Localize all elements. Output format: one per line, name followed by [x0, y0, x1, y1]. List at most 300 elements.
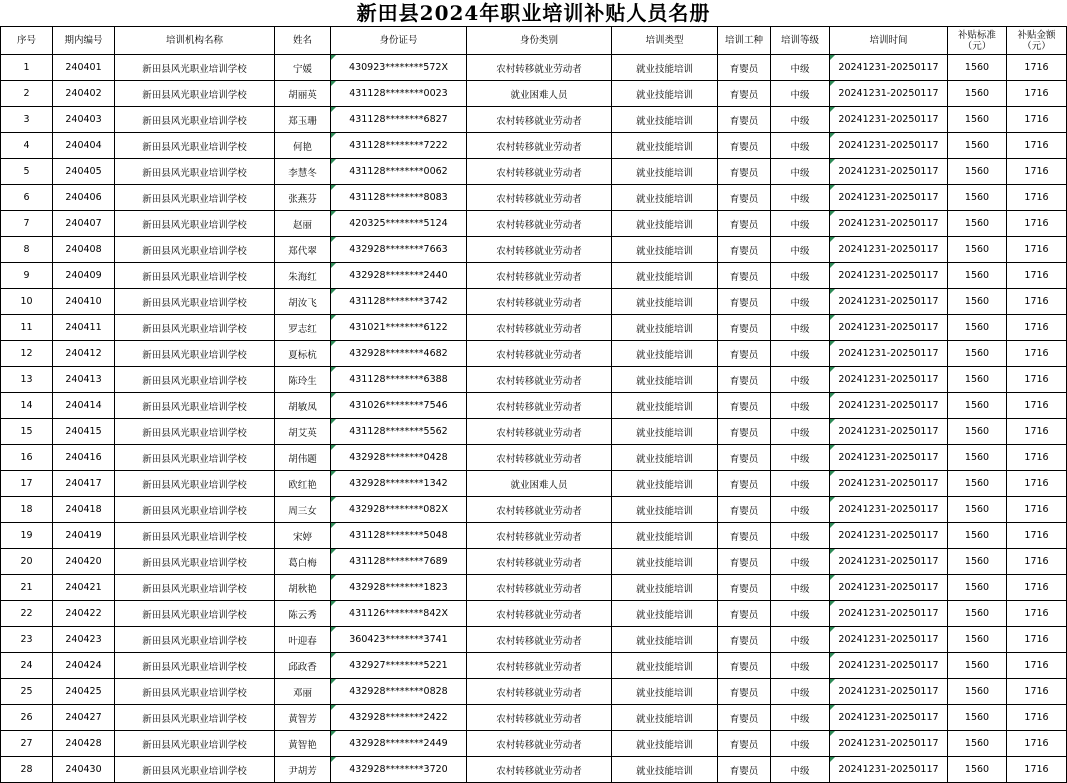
cell-identity[interactable]: 就业困难人员 — [467, 471, 612, 497]
cell-train-type[interactable]: 就业技能培训 — [612, 107, 718, 133]
cell-trade[interactable]: 育婴员 — [718, 341, 771, 367]
cell-period-no[interactable]: 240402 — [53, 81, 115, 107]
cell-amount[interactable]: 1716 — [1007, 549, 1067, 575]
cell-trade[interactable]: 育婴员 — [718, 367, 771, 393]
cell-name[interactable]: 尹胡芳 — [275, 757, 331, 783]
cell-org[interactable]: 新田县风光职业培训学校 — [115, 107, 275, 133]
cell-amount[interactable]: 1716 — [1007, 367, 1067, 393]
cell-id-no[interactable]: 431128********7222 — [331, 133, 467, 159]
cell-org[interactable]: 新田县风光职业培训学校 — [115, 289, 275, 315]
cell-period[interactable]: 20241231-20250117 — [830, 679, 948, 705]
cell-period[interactable]: 20241231-20250117 — [830, 471, 948, 497]
cell-identity[interactable]: 农村转移就业劳动者 — [467, 601, 612, 627]
cell-amount[interactable]: 1716 — [1007, 653, 1067, 679]
cell-identity[interactable]: 农村转移就业劳动者 — [467, 263, 612, 289]
table-row[interactable] — [1, 55, 1067, 81]
cell-amount[interactable]: 1716 — [1007, 315, 1067, 341]
cell-period-no[interactable]: 240415 — [53, 419, 115, 445]
cell-org[interactable]: 新田县风光职业培训学校 — [115, 549, 275, 575]
cell-std[interactable]: 1560 — [948, 471, 1007, 497]
table-row[interactable] — [1, 133, 1067, 159]
cell-id-no[interactable]: 432927********5221 — [331, 653, 467, 679]
cell-org[interactable]: 新田县风光职业培训学校 — [115, 627, 275, 653]
cell-amount[interactable]: 1716 — [1007, 289, 1067, 315]
cell-period[interactable]: 20241231-20250117 — [830, 133, 948, 159]
cell-std[interactable]: 1560 — [948, 159, 1007, 185]
cell-org[interactable]: 新田县风光职业培训学校 — [115, 471, 275, 497]
cell-amount[interactable]: 1716 — [1007, 159, 1067, 185]
cell-id-no[interactable]: 431128********6827 — [331, 107, 467, 133]
cell-amount[interactable]: 1716 — [1007, 445, 1067, 471]
cell-train-type[interactable]: 就业技能培训 — [612, 211, 718, 237]
table-row[interactable] — [1, 211, 1067, 237]
cell-std[interactable]: 1560 — [948, 367, 1007, 393]
cell-period-no[interactable]: 240421 — [53, 575, 115, 601]
cell-period-no[interactable]: 240407 — [53, 211, 115, 237]
cell-std[interactable]: 1560 — [948, 263, 1007, 289]
cell-std[interactable]: 1560 — [948, 705, 1007, 731]
cell-amount[interactable]: 1716 — [1007, 471, 1067, 497]
cell-identity[interactable]: 农村转移就业劳动者 — [467, 107, 612, 133]
cell-amount[interactable]: 1716 — [1007, 757, 1067, 783]
cell-trade[interactable]: 育婴员 — [718, 263, 771, 289]
cell-period[interactable]: 20241231-20250117 — [830, 575, 948, 601]
cell-trade[interactable]: 育婴员 — [718, 185, 771, 211]
cell-std[interactable]: 1560 — [948, 55, 1007, 81]
cell-amount[interactable]: 1716 — [1007, 107, 1067, 133]
cell-amount[interactable]: 1716 — [1007, 237, 1067, 263]
cell-level[interactable]: 中级 — [771, 575, 830, 601]
cell-period-no[interactable]: 240416 — [53, 445, 115, 471]
cell-org[interactable]: 新田县风光职业培训学校 — [115, 55, 275, 81]
cell-id-no[interactable]: 432928********4682 — [331, 341, 467, 367]
cell-org[interactable]: 新田县风光职业培训学校 — [115, 497, 275, 523]
cell-name[interactable]: 黄智艳 — [275, 731, 331, 757]
cell-period-no[interactable]: 240423 — [53, 627, 115, 653]
header-std[interactable]: 补贴标准（元） — [948, 27, 1007, 55]
cell-id-no[interactable]: 431021********6122 — [331, 315, 467, 341]
cell-train-type[interactable]: 就业技能培训 — [612, 185, 718, 211]
cell-trade[interactable]: 育婴员 — [718, 497, 771, 523]
cell-level[interactable]: 中级 — [771, 185, 830, 211]
cell-identity[interactable]: 农村转移就业劳动者 — [467, 419, 612, 445]
cell-trade[interactable]: 育婴员 — [718, 705, 771, 731]
cell-period[interactable]: 20241231-20250117 — [830, 757, 948, 783]
cell-trade[interactable]: 育婴员 — [718, 575, 771, 601]
cell-name[interactable]: 宋婷 — [275, 523, 331, 549]
cell-id-no[interactable]: 430923********572X — [331, 55, 467, 81]
cell-period[interactable]: 20241231-20250117 — [830, 419, 948, 445]
cell-std[interactable]: 1560 — [948, 601, 1007, 627]
cell-name[interactable]: 胡伟题 — [275, 445, 331, 471]
cell-period[interactable]: 20241231-20250117 — [830, 653, 948, 679]
cell-train-type[interactable]: 就业技能培训 — [612, 679, 718, 705]
cell-period-no[interactable]: 240427 — [53, 705, 115, 731]
cell-period-no[interactable]: 240418 — [53, 497, 115, 523]
table-row[interactable] — [1, 705, 1067, 731]
table-row[interactable] — [1, 419, 1067, 445]
cell-train-type[interactable]: 就业技能培训 — [612, 237, 718, 263]
cell-seq[interactable]: 11 — [1, 315, 53, 341]
cell-train-type[interactable]: 就业技能培训 — [612, 601, 718, 627]
cell-org[interactable]: 新田县风光职业培训学校 — [115, 211, 275, 237]
cell-period[interactable]: 20241231-20250117 — [830, 237, 948, 263]
cell-seq[interactable]: 3 — [1, 107, 53, 133]
header-amount[interactable]: 补贴金额（元） — [1007, 27, 1067, 55]
cell-amount[interactable]: 1716 — [1007, 731, 1067, 757]
cell-id-no[interactable]: 431128********0023 — [331, 81, 467, 107]
cell-identity[interactable]: 就业困难人员 — [467, 81, 612, 107]
cell-seq[interactable]: 2 — [1, 81, 53, 107]
cell-trade[interactable]: 育婴员 — [718, 55, 771, 81]
cell-train-type[interactable]: 就业技能培训 — [612, 627, 718, 653]
cell-train-type[interactable]: 就业技能培训 — [612, 55, 718, 81]
cell-trade[interactable]: 育婴员 — [718, 159, 771, 185]
table-row[interactable] — [1, 471, 1067, 497]
cell-amount[interactable]: 1716 — [1007, 185, 1067, 211]
cell-train-type[interactable]: 就业技能培训 — [612, 471, 718, 497]
cell-trade[interactable]: 育婴员 — [718, 133, 771, 159]
cell-name[interactable]: 罗志红 — [275, 315, 331, 341]
cell-period-no[interactable]: 240420 — [53, 549, 115, 575]
cell-train-type[interactable]: 就业技能培训 — [612, 341, 718, 367]
cell-org[interactable]: 新田县风光职业培训学校 — [115, 81, 275, 107]
header-period[interactable]: 培训时间 — [830, 27, 948, 55]
cell-name[interactable]: 李慧冬 — [275, 159, 331, 185]
cell-seq[interactable]: 7 — [1, 211, 53, 237]
table-row[interactable] — [1, 315, 1067, 341]
cell-period-no[interactable]: 240417 — [53, 471, 115, 497]
cell-seq[interactable]: 14 — [1, 393, 53, 419]
cell-period-no[interactable]: 240412 — [53, 341, 115, 367]
cell-amount[interactable]: 1716 — [1007, 419, 1067, 445]
cell-identity[interactable]: 农村转移就业劳动者 — [467, 653, 612, 679]
cell-level[interactable]: 中级 — [771, 237, 830, 263]
cell-std[interactable]: 1560 — [948, 757, 1007, 783]
table-row[interactable] — [1, 731, 1067, 757]
table-row[interactable] — [1, 159, 1067, 185]
cell-train-type[interactable]: 就业技能培训 — [612, 289, 718, 315]
cell-id-no[interactable]: 431128********5048 — [331, 523, 467, 549]
cell-period-no[interactable]: 240413 — [53, 367, 115, 393]
cell-amount[interactable]: 1716 — [1007, 55, 1067, 81]
cell-identity[interactable]: 农村转移就业劳动者 — [467, 55, 612, 81]
cell-org[interactable]: 新田县风光职业培训学校 — [115, 315, 275, 341]
cell-seq[interactable]: 19 — [1, 523, 53, 549]
cell-org[interactable]: 新田县风光职业培训学校 — [115, 159, 275, 185]
cell-period[interactable]: 20241231-20250117 — [830, 211, 948, 237]
cell-name[interactable]: 陈云秀 — [275, 601, 331, 627]
cell-id-no[interactable]: 431026********7546 — [331, 393, 467, 419]
cell-seq[interactable]: 17 — [1, 471, 53, 497]
cell-train-type[interactable]: 就业技能培训 — [612, 263, 718, 289]
cell-train-type[interactable]: 就业技能培训 — [612, 419, 718, 445]
cell-seq[interactable]: 25 — [1, 679, 53, 705]
cell-std[interactable]: 1560 — [948, 133, 1007, 159]
cell-identity[interactable]: 农村转移就业劳动者 — [467, 315, 612, 341]
table-row[interactable] — [1, 445, 1067, 471]
cell-period[interactable]: 20241231-20250117 — [830, 445, 948, 471]
cell-identity[interactable]: 农村转移就业劳动者 — [467, 497, 612, 523]
cell-name[interactable]: 郑代翠 — [275, 237, 331, 263]
cell-level[interactable]: 中级 — [771, 445, 830, 471]
cell-std[interactable]: 1560 — [948, 315, 1007, 341]
cell-id-no[interactable]: 432928********3720 — [331, 757, 467, 783]
cell-train-type[interactable]: 就业技能培训 — [612, 523, 718, 549]
header-train-type[interactable]: 培训类型 — [612, 27, 718, 55]
cell-name[interactable]: 黄智芳 — [275, 705, 331, 731]
cell-org[interactable]: 新田县风光职业培训学校 — [115, 237, 275, 263]
cell-identity[interactable]: 农村转移就业劳动者 — [467, 133, 612, 159]
cell-id-no[interactable]: 432928********1823 — [331, 575, 467, 601]
cell-org[interactable]: 新田县风光职业培训学校 — [115, 263, 275, 289]
cell-level[interactable]: 中级 — [771, 367, 830, 393]
header-identity[interactable]: 身份类别 — [467, 27, 612, 55]
cell-train-type[interactable]: 就业技能培训 — [612, 133, 718, 159]
cell-level[interactable]: 中级 — [771, 705, 830, 731]
cell-amount[interactable]: 1716 — [1007, 705, 1067, 731]
header-period-no[interactable]: 期内编号 — [53, 27, 115, 55]
cell-name[interactable]: 朱海红 — [275, 263, 331, 289]
cell-name[interactable]: 邱政香 — [275, 653, 331, 679]
cell-period[interactable]: 20241231-20250117 — [830, 107, 948, 133]
table-row[interactable] — [1, 393, 1067, 419]
table-row[interactable] — [1, 757, 1067, 783]
cell-period[interactable]: 20241231-20250117 — [830, 263, 948, 289]
cell-seq[interactable]: 23 — [1, 627, 53, 653]
cell-level[interactable]: 中级 — [771, 471, 830, 497]
cell-train-type[interactable]: 就业技能培训 — [612, 367, 718, 393]
cell-period-no[interactable]: 240419 — [53, 523, 115, 549]
cell-id-no[interactable]: 432928********2440 — [331, 263, 467, 289]
cell-period[interactable]: 20241231-20250117 — [830, 601, 948, 627]
cell-std[interactable]: 1560 — [948, 185, 1007, 211]
cell-identity[interactable]: 农村转移就业劳动者 — [467, 757, 612, 783]
cell-org[interactable]: 新田县风光职业培训学校 — [115, 393, 275, 419]
table-row[interactable] — [1, 497, 1067, 523]
cell-std[interactable]: 1560 — [948, 679, 1007, 705]
cell-level[interactable]: 中级 — [771, 679, 830, 705]
cell-trade[interactable]: 育婴员 — [718, 679, 771, 705]
cell-id-no[interactable]: 431128********5562 — [331, 419, 467, 445]
cell-period[interactable]: 20241231-20250117 — [830, 55, 948, 81]
header-level[interactable]: 培训等级 — [771, 27, 830, 55]
cell-level[interactable]: 中级 — [771, 653, 830, 679]
header-seq[interactable]: 序号 — [1, 27, 53, 55]
cell-id-no[interactable]: 432928********1342 — [331, 471, 467, 497]
cell-amount[interactable]: 1716 — [1007, 393, 1067, 419]
cell-level[interactable]: 中级 — [771, 393, 830, 419]
cell-period-no[interactable]: 240404 — [53, 133, 115, 159]
cell-amount[interactable]: 1716 — [1007, 211, 1067, 237]
header-org[interactable]: 培训机构名称 — [115, 27, 275, 55]
cell-period-no[interactable]: 240401 — [53, 55, 115, 81]
cell-level[interactable]: 中级 — [771, 81, 830, 107]
cell-org[interactable]: 新田县风光职业培训学校 — [115, 679, 275, 705]
cell-level[interactable]: 中级 — [771, 55, 830, 81]
cell-trade[interactable]: 育婴员 — [718, 445, 771, 471]
cell-id-no[interactable]: 432928********2449 — [331, 731, 467, 757]
cell-seq[interactable]: 8 — [1, 237, 53, 263]
cell-org[interactable]: 新田县风光职业培训学校 — [115, 731, 275, 757]
cell-period-no[interactable]: 240428 — [53, 731, 115, 757]
cell-name[interactable]: 胡秋艳 — [275, 575, 331, 601]
cell-org[interactable]: 新田县风光职业培训学校 — [115, 419, 275, 445]
cell-identity[interactable]: 农村转移就业劳动者 — [467, 731, 612, 757]
cell-train-type[interactable]: 就业技能培训 — [612, 731, 718, 757]
cell-trade[interactable]: 育婴员 — [718, 757, 771, 783]
cell-train-type[interactable]: 就业技能培训 — [612, 315, 718, 341]
cell-seq[interactable]: 16 — [1, 445, 53, 471]
cell-train-type[interactable]: 就业技能培训 — [612, 575, 718, 601]
cell-amount[interactable]: 1716 — [1007, 679, 1067, 705]
cell-id-no[interactable]: 432928********0428 — [331, 445, 467, 471]
cell-identity[interactable]: 农村转移就业劳动者 — [467, 393, 612, 419]
cell-seq[interactable]: 21 — [1, 575, 53, 601]
cell-name[interactable]: 宁媛 — [275, 55, 331, 81]
cell-std[interactable]: 1560 — [948, 497, 1007, 523]
cell-period-no[interactable]: 240410 — [53, 289, 115, 315]
cell-period-no[interactable]: 240424 — [53, 653, 115, 679]
cell-std[interactable]: 1560 — [948, 107, 1007, 133]
cell-amount[interactable]: 1716 — [1007, 497, 1067, 523]
cell-trade[interactable]: 育婴员 — [718, 393, 771, 419]
cell-name[interactable]: 欧红艳 — [275, 471, 331, 497]
cell-level[interactable]: 中级 — [771, 627, 830, 653]
cell-period-no[interactable]: 240422 — [53, 601, 115, 627]
cell-std[interactable]: 1560 — [948, 341, 1007, 367]
cell-period[interactable]: 20241231-20250117 — [830, 367, 948, 393]
cell-identity[interactable]: 农村转移就业劳动者 — [467, 705, 612, 731]
cell-name[interactable]: 胡汝飞 — [275, 289, 331, 315]
table-row[interactable] — [1, 549, 1067, 575]
cell-period-no[interactable]: 240414 — [53, 393, 115, 419]
cell-level[interactable]: 中级 — [771, 497, 830, 523]
cell-seq[interactable]: 24 — [1, 653, 53, 679]
cell-identity[interactable]: 农村转移就业劳动者 — [467, 211, 612, 237]
cell-amount[interactable]: 1716 — [1007, 133, 1067, 159]
cell-identity[interactable]: 农村转移就业劳动者 — [467, 185, 612, 211]
cell-std[interactable]: 1560 — [948, 393, 1007, 419]
table-row[interactable] — [1, 601, 1067, 627]
cell-seq[interactable]: 28 — [1, 757, 53, 783]
cell-period[interactable]: 20241231-20250117 — [830, 731, 948, 757]
cell-train-type[interactable]: 就业技能培训 — [612, 705, 718, 731]
cell-seq[interactable]: 15 — [1, 419, 53, 445]
cell-identity[interactable]: 农村转移就业劳动者 — [467, 575, 612, 601]
cell-std[interactable]: 1560 — [948, 549, 1007, 575]
cell-period[interactable]: 20241231-20250117 — [830, 159, 948, 185]
cell-seq[interactable]: 26 — [1, 705, 53, 731]
cell-org[interactable]: 新田县风光职业培训学校 — [115, 653, 275, 679]
cell-id-no[interactable]: 431128********3742 — [331, 289, 467, 315]
cell-name[interactable]: 夏标杭 — [275, 341, 331, 367]
cell-id-no[interactable]: 432928********7663 — [331, 237, 467, 263]
cell-level[interactable]: 中级 — [771, 523, 830, 549]
cell-level[interactable]: 中级 — [771, 601, 830, 627]
cell-level[interactable]: 中级 — [771, 757, 830, 783]
cell-trade[interactable]: 育婴员 — [718, 549, 771, 575]
cell-name[interactable]: 何艳 — [275, 133, 331, 159]
cell-seq[interactable]: 12 — [1, 341, 53, 367]
cell-period[interactable]: 20241231-20250117 — [830, 497, 948, 523]
cell-identity[interactable]: 农村转移就业劳动者 — [467, 549, 612, 575]
cell-name[interactable]: 周三女 — [275, 497, 331, 523]
cell-org[interactable]: 新田县风光职业培训学校 — [115, 445, 275, 471]
cell-identity[interactable]: 农村转移就业劳动者 — [467, 237, 612, 263]
cell-org[interactable]: 新田县风光职业培训学校 — [115, 185, 275, 211]
cell-trade[interactable]: 育婴员 — [718, 211, 771, 237]
table-row[interactable] — [1, 289, 1067, 315]
cell-seq[interactable]: 5 — [1, 159, 53, 185]
cell-identity[interactable]: 农村转移就业劳动者 — [467, 523, 612, 549]
cell-level[interactable]: 中级 — [771, 211, 830, 237]
cell-amount[interactable]: 1716 — [1007, 575, 1067, 601]
cell-name[interactable]: 叶迎春 — [275, 627, 331, 653]
cell-id-no[interactable]: 431128********7689 — [331, 549, 467, 575]
cell-period-no[interactable]: 240425 — [53, 679, 115, 705]
cell-std[interactable]: 1560 — [948, 237, 1007, 263]
cell-trade[interactable]: 育婴员 — [718, 471, 771, 497]
cell-trade[interactable]: 育婴员 — [718, 419, 771, 445]
cell-period-no[interactable]: 240408 — [53, 237, 115, 263]
cell-org[interactable]: 新田县风光职业培训学校 — [115, 575, 275, 601]
cell-seq[interactable]: 18 — [1, 497, 53, 523]
cell-seq[interactable]: 13 — [1, 367, 53, 393]
cell-trade[interactable]: 育婴员 — [718, 107, 771, 133]
table-row[interactable] — [1, 263, 1067, 289]
cell-id-no[interactable]: 431128********0062 — [331, 159, 467, 185]
cell-period[interactable]: 20241231-20250117 — [830, 393, 948, 419]
table-row[interactable] — [1, 367, 1067, 393]
cell-identity[interactable]: 农村转移就业劳动者 — [467, 445, 612, 471]
cell-amount[interactable]: 1716 — [1007, 523, 1067, 549]
cell-train-type[interactable]: 就业技能培训 — [612, 159, 718, 185]
table-row[interactable] — [1, 81, 1067, 107]
cell-identity[interactable]: 农村转移就业劳动者 — [467, 159, 612, 185]
cell-identity[interactable]: 农村转移就业劳动者 — [467, 627, 612, 653]
cell-seq[interactable]: 20 — [1, 549, 53, 575]
cell-period[interactable]: 20241231-20250117 — [830, 185, 948, 211]
cell-std[interactable]: 1560 — [948, 653, 1007, 679]
cell-std[interactable]: 1560 — [948, 419, 1007, 445]
cell-level[interactable]: 中级 — [771, 289, 830, 315]
cell-trade[interactable]: 育婴员 — [718, 81, 771, 107]
cell-identity[interactable]: 农村转移就业劳动者 — [467, 679, 612, 705]
cell-period[interactable]: 20241231-20250117 — [830, 341, 948, 367]
table-row[interactable] — [1, 107, 1067, 133]
cell-name[interactable]: 邓丽 — [275, 679, 331, 705]
cell-period-no[interactable]: 240405 — [53, 159, 115, 185]
cell-name[interactable]: 胡丽英 — [275, 81, 331, 107]
cell-seq[interactable]: 10 — [1, 289, 53, 315]
cell-std[interactable]: 1560 — [948, 289, 1007, 315]
table-row[interactable] — [1, 237, 1067, 263]
cell-id-no[interactable]: 420325********5124 — [331, 211, 467, 237]
cell-name[interactable]: 胡艾英 — [275, 419, 331, 445]
cell-level[interactable]: 中级 — [771, 549, 830, 575]
cell-train-type[interactable]: 就业技能培训 — [612, 653, 718, 679]
table-row[interactable] — [1, 185, 1067, 211]
cell-org[interactable]: 新田县风光职业培训学校 — [115, 705, 275, 731]
cell-level[interactable]: 中级 — [771, 731, 830, 757]
cell-std[interactable]: 1560 — [948, 731, 1007, 757]
cell-id-no[interactable]: 431128********6388 — [331, 367, 467, 393]
cell-id-no[interactable]: 432928********2422 — [331, 705, 467, 731]
cell-seq[interactable]: 4 — [1, 133, 53, 159]
cell-trade[interactable]: 育婴员 — [718, 627, 771, 653]
cell-level[interactable]: 中级 — [771, 159, 830, 185]
